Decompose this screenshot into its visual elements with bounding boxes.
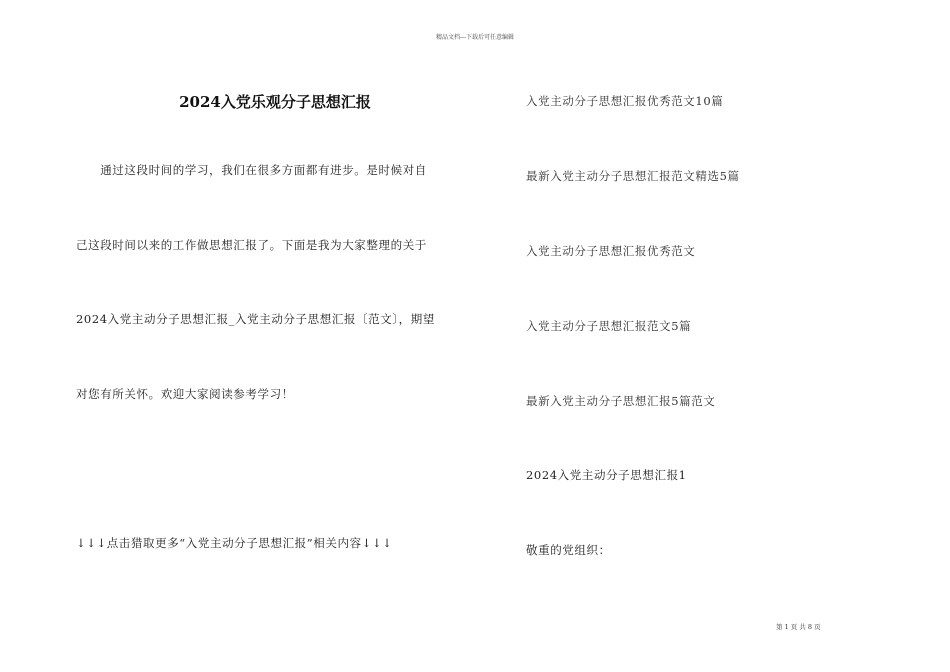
body-line: 己这段时间以来的工作做思想汇报了。下面是我为大家整理的关于 (76, 238, 427, 252)
body-line: 对您有所关怀。欢迎大家阅读参考学习！ (76, 387, 294, 401)
related-article-link[interactable]: 最新入党主动分子思想汇报5篇范文 (526, 394, 716, 408)
section-heading: 2024入党主动分子思想汇报1 (526, 468, 687, 482)
page-number: 第 1 页 共 8 页 (776, 623, 821, 631)
header-note: 精品文档---下载后可任意编辑 (435, 34, 515, 41)
related-article-link[interactable]: 入党主动分子思想汇报优秀范文10篇 (526, 94, 724, 108)
body-line: 2024入党主动分子思想汇报_入党主动分子思想汇报〔范文〕，期望 (76, 312, 435, 326)
salutation: 敬重的党组织： (526, 543, 611, 557)
related-article-link[interactable]: 入党主动分子思想汇报范文5篇 (526, 319, 692, 333)
related-article-link[interactable]: 入党主动分子思想汇报优秀范文 (526, 244, 696, 258)
more-content-link[interactable]: ↓↓↓点击猎取更多“入党主动分子思想汇报”相关内容↓↓↓ (76, 536, 393, 550)
body-line: 通过这段时间的学习，我们在很多方面都有进步。是时候对自 (76, 163, 427, 177)
related-article-link[interactable]: 最新入党主动分子思想汇报范文精选5篇 (526, 169, 740, 183)
document-title: 2024入党乐观分子思想汇报 (179, 93, 371, 111)
